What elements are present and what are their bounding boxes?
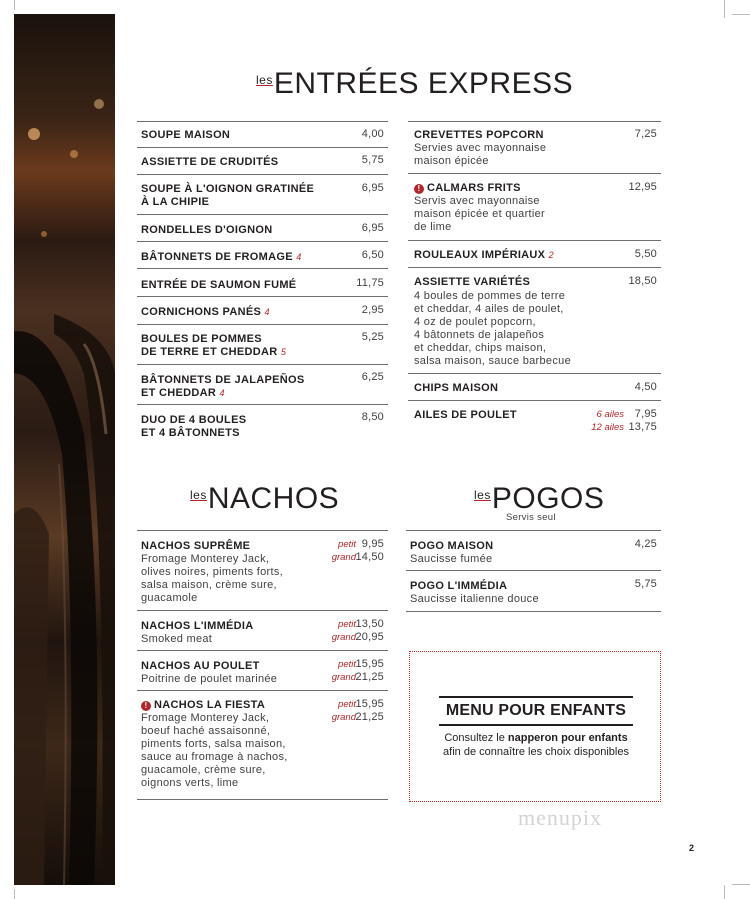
item-name: BOULES DE POMMES (141, 333, 262, 345)
kids-menu-text (420, 731, 652, 759)
item-description: Poitrine de poulet marinée (141, 673, 278, 685)
item-name-line2: À LA CHIPIE (141, 196, 210, 208)
size-label: grand (331, 712, 356, 723)
item-price: 13,75 (628, 421, 657, 433)
menu-item (137, 296, 388, 325)
menu-item (137, 650, 388, 691)
menu-item (408, 240, 661, 268)
portion-count: 4 (264, 307, 270, 317)
size-label: grand (331, 632, 356, 643)
item-description: maison épicée et quartier (414, 208, 546, 220)
item-description: salsa maison, sauce barbecue (414, 355, 571, 367)
size-label: petit (338, 659, 356, 670)
menu-item (408, 267, 661, 374)
item-price: 21,25 (355, 711, 384, 723)
item-price: 6,25 (361, 371, 384, 383)
item-description: guacamole (141, 592, 198, 604)
item-name-text: CORNICHONS PANÉS (141, 306, 262, 318)
restaurant-photo (14, 14, 115, 885)
item-description: salsa maison, crème sure, (141, 579, 277, 591)
item-name-line2 (141, 346, 286, 359)
menu-item (137, 690, 388, 800)
entrees-title (256, 67, 573, 101)
crop-mark (724, 885, 725, 899)
item-name (141, 306, 270, 319)
item-price: 6,95 (361, 222, 384, 234)
item-name (141, 251, 302, 264)
item-description: Saucisse italienne douce (410, 593, 539, 605)
page-number: 2 (689, 843, 695, 853)
item-price: 5,50 (634, 248, 657, 260)
menu-item (137, 214, 388, 242)
item-price: 5,75 (634, 578, 657, 590)
item-name: ASSIETTE VARIÉTÉS (414, 276, 531, 288)
item-name: AILES DE POULET (414, 409, 517, 421)
crop-mark (724, 0, 725, 18)
item-price: 5,25 (361, 331, 384, 343)
menu-item (137, 364, 388, 405)
size-label: grand (331, 552, 356, 563)
item-price: 6,95 (361, 182, 384, 194)
item-name: DUO DE 4 BOULES (141, 414, 247, 426)
item-name: CREVETTES POPCORN (414, 129, 544, 141)
item-price: 9,95 (361, 538, 384, 550)
item-name (414, 182, 521, 195)
menu-item (137, 530, 388, 611)
menu-item (408, 173, 661, 241)
les-label: les (256, 73, 273, 87)
menu-item (408, 400, 661, 441)
size-label: petit (338, 539, 356, 550)
item-name: ASSIETTE DE CRUDITÉS (141, 156, 279, 168)
crop-mark (14, 889, 15, 899)
item-name: NACHOS SUPRÊME (141, 540, 251, 552)
item-description: 4 oz de poulet popcorn, (414, 316, 536, 328)
kids-text-part: Consultez le (444, 732, 508, 744)
item-description: sauce au fromage à nachos, (141, 751, 288, 763)
portion-count: 4 (296, 252, 302, 262)
portion-count: 5 (280, 347, 287, 357)
les-label: les (190, 488, 207, 502)
item-name-line2: ET 4 BÂTONNETS (141, 427, 240, 439)
nachos-title-text: NACHOS (207, 482, 340, 515)
item-description: Fromage Monterey Jack, (141, 553, 270, 565)
menu-item (137, 404, 388, 445)
item-price: 2,95 (361, 304, 384, 316)
spicy-badge-icon: ! (141, 701, 151, 711)
menu-item (408, 121, 661, 174)
watermark: menupix (518, 805, 602, 830)
item-price: 8,50 (361, 411, 384, 423)
item-description: Smoked meat (141, 633, 213, 645)
item-name: NACHOS AU POULET (141, 660, 260, 672)
crop-mark (14, 0, 15, 10)
item-price: 15,95 (355, 658, 384, 670)
size-label: petit (338, 699, 356, 710)
item-description: 4 boules de pommes de terre (414, 290, 566, 302)
item-price: 21,25 (355, 671, 384, 683)
menu-item (137, 610, 388, 651)
menu-item (137, 147, 388, 175)
item-price: 13,50 (355, 618, 384, 630)
menu-item (408, 373, 661, 401)
menu-item (137, 121, 388, 148)
item-name-text: ET CHEDDAR (141, 387, 217, 399)
nachos-title (190, 482, 339, 516)
kids-text-emphasis: napperon pour enfants (507, 732, 628, 744)
item-price: 20,95 (355, 631, 384, 643)
item-name: ENTRÉE DE SAUMON FUMÉ (141, 279, 297, 291)
item-description: piments forts, salsa maison, (141, 738, 286, 750)
kids-menu-title: MENU POUR ENFANTS (439, 696, 633, 726)
item-description: Saucisse fumée (410, 553, 493, 565)
crop-mark (732, 884, 750, 885)
menu-item (137, 268, 388, 297)
pogos-title (474, 482, 604, 516)
item-description: et cheddar, 4 ailes de poulet, (414, 303, 564, 315)
item-name (141, 699, 265, 712)
portion-count: 2 (548, 250, 554, 260)
menu-item (137, 174, 388, 215)
pogos-title-text: POGOS (491, 482, 605, 515)
item-price: 18,50 (628, 275, 657, 287)
item-name-text: NACHOS LA FIESTA (154, 699, 266, 711)
item-price: 11,75 (356, 277, 384, 289)
item-name: CHIPS MAISON (414, 382, 499, 394)
item-description: olives noires, piments forts, (141, 566, 283, 578)
item-name: BÂTONNETS DE JALAPEÑOS (141, 374, 305, 386)
item-description: oignons verts, lime (141, 777, 239, 789)
item-name: POGO L'IMMÉDIA (410, 580, 508, 592)
size-label: 12 ailes (591, 422, 624, 433)
item-description: Servis avec mayonnaise (414, 195, 540, 207)
item-description: boeuf haché assaisonné, (141, 725, 271, 737)
item-price: 12,95 (628, 181, 657, 193)
item-price: 4,25 (634, 538, 657, 550)
item-price: 14,50 (355, 551, 384, 563)
item-price: 4,50 (634, 381, 657, 393)
item-description: guacamole, crème sure, (141, 764, 266, 776)
item-price: 4,00 (361, 128, 384, 140)
item-name-text: BÂTONNETS DE FROMAGE (141, 251, 293, 263)
item-description: maison épicée (414, 155, 489, 167)
item-price: 6,50 (361, 249, 384, 261)
size-label: 6 ailes (596, 409, 624, 420)
item-name-text: CALMARS FRITS (427, 182, 521, 194)
portion-count: 4 (219, 388, 225, 398)
menu-item (406, 570, 661, 612)
item-name: RONDELLES D'OIGNON (141, 224, 273, 236)
item-name-text: DE TERRE ET CHEDDAR (141, 346, 278, 358)
item-name (414, 249, 554, 262)
spicy-badge-icon: ! (414, 184, 424, 194)
kids-menu-box (409, 651, 661, 802)
item-description: Servies avec mayonnaise (414, 142, 547, 154)
les-label: les (474, 488, 491, 502)
item-name-line2 (141, 387, 225, 400)
menu-item (406, 530, 661, 571)
item-description: 4 bâtonnets de jalapeños (414, 329, 545, 341)
entrees-title-text: ENTRÉES EXPRESS (273, 67, 574, 100)
item-price: 7,25 (634, 128, 657, 140)
item-name: SOUPE MAISON (141, 129, 231, 141)
item-price: 15,95 (355, 698, 384, 710)
menu-item (137, 324, 388, 365)
menu-item (137, 241, 388, 269)
pogos-subtitle: Servis seul (506, 512, 556, 523)
item-name: SOUPE À L'OIGNON GRATINÉE (141, 183, 315, 195)
item-name: NACHOS L'IMMÉDIA (141, 620, 254, 632)
crop-mark (732, 14, 750, 15)
item-description: de lime (414, 221, 452, 233)
item-price: 5,75 (361, 154, 384, 166)
item-description: et cheddar, chips maison, (414, 342, 547, 354)
item-name-text: ROULEAUX IMPÉRIAUX (414, 249, 546, 261)
item-name: POGO MAISON (410, 540, 494, 552)
size-label: petit (338, 619, 356, 630)
size-label: grand (331, 672, 356, 683)
kids-text-part: afin de connaître les choix disponibles (443, 746, 629, 758)
item-description: Fromage Monterey Jack, (141, 712, 270, 724)
item-price: 7,95 (634, 408, 657, 420)
